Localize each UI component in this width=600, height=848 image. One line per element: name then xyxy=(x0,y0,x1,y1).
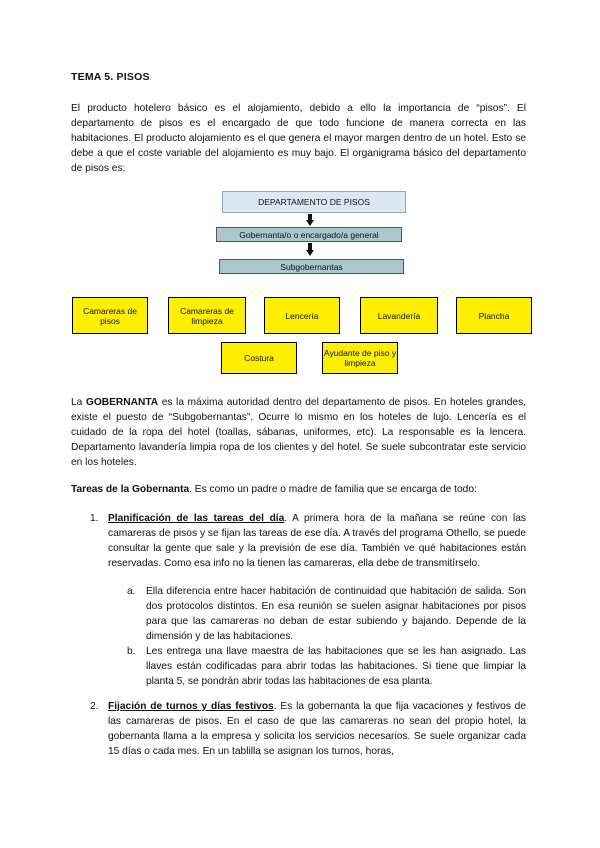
list-item-heading: Planificación de las tareas del día xyxy=(108,513,285,524)
list-item-heading: Fijación de turnos y días festivos xyxy=(108,701,274,712)
orgchart-unit-camareras-pisos: Camareras de pisos xyxy=(72,297,148,334)
tareas-paragraph xyxy=(71,482,526,497)
list-item-text xyxy=(108,511,526,571)
orgchart-unit-camareras-limpieza: Camareras de limpieza xyxy=(168,297,246,334)
orgchart-subgobernantas-box: Subgobernantas xyxy=(219,259,404,274)
list-item-number: 1. xyxy=(90,513,99,524)
intro-paragraph: El producto hotelero básico es el alojamiento, debido a ello la importancia de “pisos”. El departamento de pisos es el encargado de que todo funcione de manera correcta en las habitaciones. El producto alojamiento es el que genera el mayor margen dentro de un hotel. Esto se debe a que el coste variable del alojamiento es muy bajo. El organigrama básico del departamento de pisos es: xyxy=(71,103,526,174)
gobernanta-bold: GOBERNANTA xyxy=(85,397,159,408)
sublist-item-text: Ella diferencia entre hacer habitación de continuidad que habitación de salida. Son dos protocolos distintos. En esa reunión se suelen asignar habitaciones por pisos para que las camareras no deban de estar subiendo y bajando. Depende de la dimensión y de las habitaciones. xyxy=(146,586,526,642)
tareas-bold: Tareas de la Gobernanta xyxy=(71,484,190,495)
orgchart-department-box: DEPARTAMENTO DE PISOS xyxy=(222,191,406,213)
list-item-number: 2. xyxy=(90,701,99,712)
orgchart-unit-ayudante: Ayudante de piso y limpieza xyxy=(322,342,398,374)
gobernanta-lead: La xyxy=(71,397,86,408)
orgchart-unit-plancha: Plancha xyxy=(456,297,532,334)
tareas-text: . Es como un padre o madre de familia que se encarga de todo: xyxy=(189,484,477,495)
gobernanta-text: es la máxima autoridad dentro del departamento de pisos. En hoteles grandes, existe el puesto de “Subgobernantas”. Ocurre lo mismo en los hoteles de lujo. Lencería es el cuidado de la ropa del hotel (toallas, sábanas, uniformes, etc). La responsable es la lencera. Departamento lavandería limpia ropa de los clientes y del hotel. Se suele subcontratar este servicio en los hoteles. xyxy=(71,397,527,468)
list-item-body: . A primera hora de la mañana se reúne con las camareras de pisos y se fijan las tareas de ese día. A través del programa Othello, se puede consultar la gente que sale y la previsión de ese día. También ve qué habitaciones están reservadas. Como esa info no la tienen las camareras, ella debe de transmitírselo. xyxy=(108,513,526,569)
sublist-item-letter: a. xyxy=(127,586,136,597)
page-title: TEMA 5. PISOS xyxy=(71,71,150,83)
orgchart-unit-lavanderia: Lavandería xyxy=(360,297,438,334)
list-item-body: . Es la gobernanta la que fija vacaciones y festivos de las camareras de pisos. En el caso de que las camareras no sean del propio hotel, la gobernanta llama a la empresa y solicita los servicios necesarios. Se suele organizar cada 15 días o cada mes. En un tablilla se asignan los turnos, horas, xyxy=(108,701,527,757)
orgchart-gobernanta-box: Gobernanta/o o encargado/a general xyxy=(216,227,402,242)
gobernanta-paragraph xyxy=(71,395,526,470)
sublist-item-text: Les entrega una llave maestra de las habitaciones que se les han asignado. Las llaves están codificadas para abrir todas las habitaciones. Si tiene que limpiar la planta 5, se pondrán abrir todas las habitaciones de esa planta. xyxy=(146,646,526,687)
orgchart-unit-lenceria: Lencería xyxy=(264,297,340,334)
orgchart-unit-costura: Costura xyxy=(221,342,297,374)
list-item-text xyxy=(108,699,526,759)
orgchart-arrow-icon xyxy=(306,250,314,256)
sublist-item-letter: b. xyxy=(127,646,136,657)
orgchart-arrow-icon xyxy=(306,220,314,226)
